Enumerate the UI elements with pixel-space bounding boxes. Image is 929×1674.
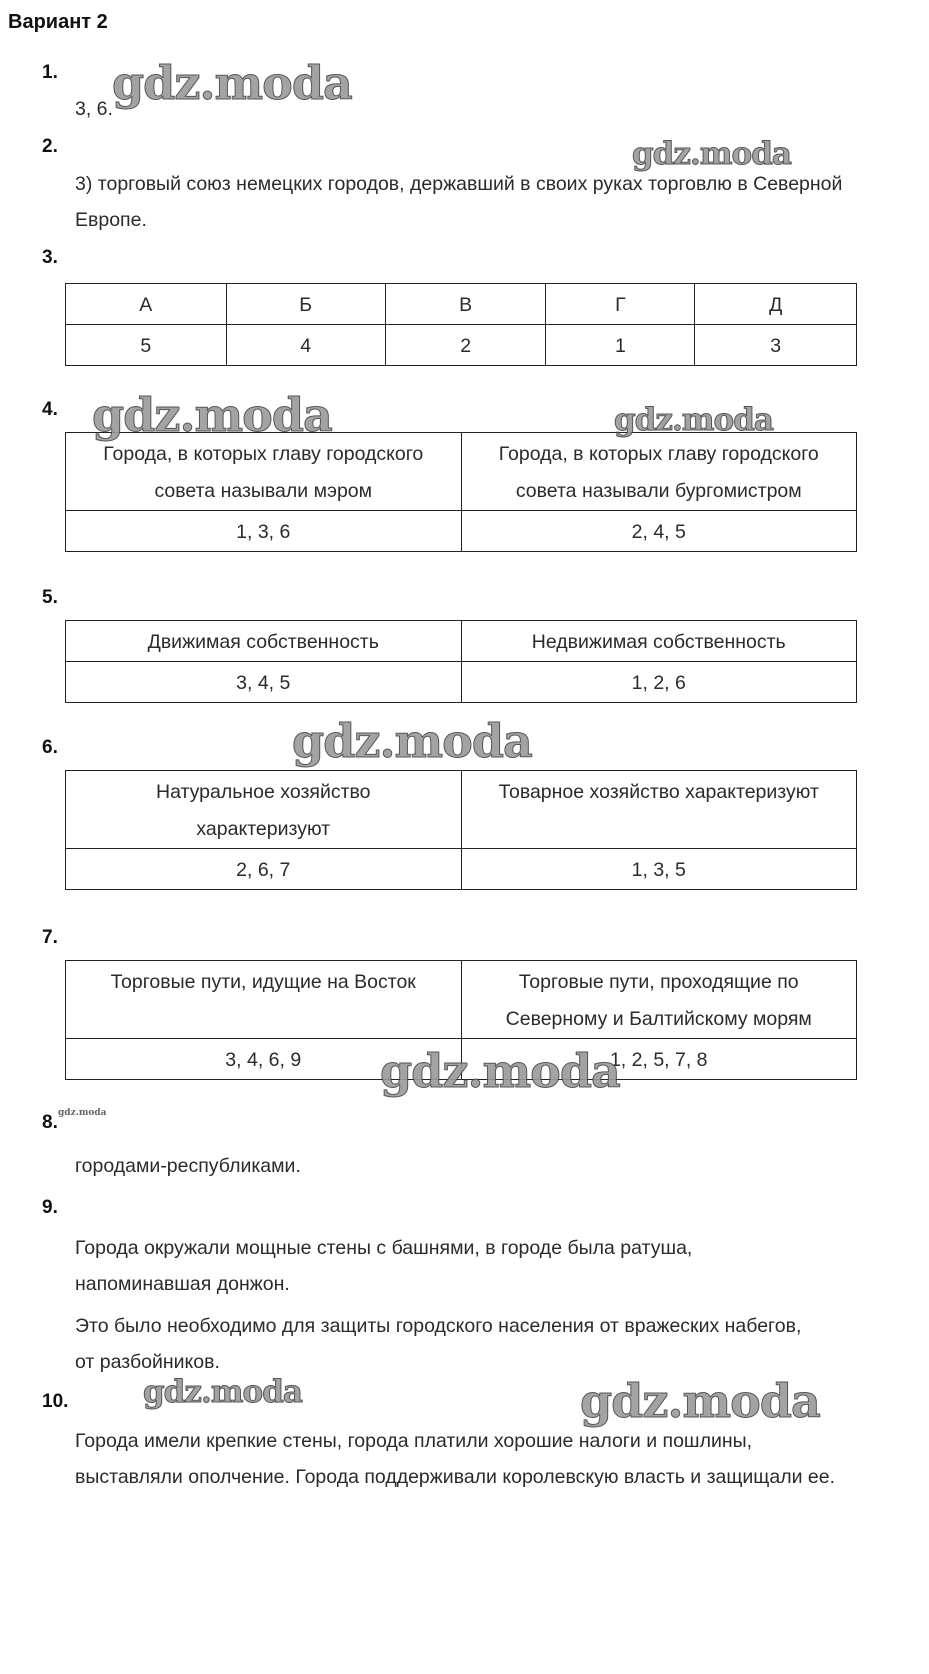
question-number: 10.: [42, 1391, 69, 1412]
answer-1: 3, 6.: [75, 98, 113, 120]
answer-10: Города имели крепкие стены, города платили хорошие налоги и пошлины, выставляли ополчение. Города поддерживали королевскую власть и защищали ее.: [75, 1430, 835, 1488]
answer-9-paragraph-2: Это было необходимо для защиты городского населения от вражеских набегов, от разбойников.: [75, 1315, 802, 1373]
table-cell: 1, 3, 5: [461, 849, 857, 890]
table-header: Б: [226, 284, 385, 325]
table-cell: 2, 6, 7: [66, 849, 462, 890]
table-cell: 3, 4, 5: [66, 662, 462, 703]
question-number: 7.: [42, 927, 58, 948]
watermark: gdz.moda: [143, 1374, 302, 1410]
watermark: gdz.moda: [112, 56, 352, 110]
table-header: Недвижимая собственность: [461, 621, 857, 662]
question-number: 4.: [42, 399, 58, 420]
answer-table-5: [65, 620, 857, 703]
table-header: Движимая собственность: [66, 621, 462, 662]
table-header: Г: [546, 284, 695, 325]
question-number: 2.: [42, 136, 58, 157]
table-header: Торговые пути, проходящие по Северному и Балтийскому морям: [461, 961, 857, 1039]
table-cell: 1: [546, 325, 695, 366]
question-number: 5.: [42, 587, 58, 608]
question-number: 1.: [42, 62, 58, 83]
question-number: 6.: [42, 737, 58, 758]
answer-table-3: [65, 283, 857, 366]
table-header: Города, в которых главу городского совета называли мэром: [66, 433, 462, 511]
question-number: 9.: [42, 1197, 58, 1218]
table-cell: 3: [695, 325, 857, 366]
watermark: gdz.moda: [92, 388, 332, 442]
watermark: gdz.moda: [58, 1108, 107, 1118]
question-number: 8.: [42, 1112, 58, 1133]
watermark: gdz.moda: [580, 1374, 820, 1428]
answer-8: городами-республиками.: [75, 1155, 301, 1177]
answer-9-paragraph-1: Города окружали мощные стены с башнями, в городе была ратуша, напоминавшая донжон.: [75, 1237, 693, 1295]
watermark: gdz.moda: [614, 402, 773, 438]
watermark: gdz.moda: [380, 1044, 620, 1098]
answer-table-6: [65, 770, 857, 890]
watermark: gdz.moda: [632, 136, 791, 172]
watermark: gdz.moda: [292, 714, 532, 768]
page-title: Вариант 2: [8, 11, 108, 33]
table-header: Натуральное хозяйство характеризуют: [66, 771, 462, 849]
table-header: А: [66, 284, 227, 325]
table-cell: 4: [226, 325, 385, 366]
table-cell: 2: [385, 325, 546, 366]
table-cell: 1, 3, 6: [66, 511, 462, 552]
table-header: В: [385, 284, 546, 325]
table-cell: 5: [66, 325, 227, 366]
table-header: Товарное хозяйство характеризуют: [461, 771, 857, 849]
answer-2: 3) торговый союз немецких городов, державший в своих руках торговлю в Северной Европе.: [75, 173, 843, 231]
question-number: 3.: [42, 247, 58, 268]
table-header: Д: [695, 284, 857, 325]
table-cell: 2, 4, 5: [461, 511, 857, 552]
table-header: Города, в которых главу городского совета называли бургомистром: [461, 433, 857, 511]
table-cell: 1, 2, 6: [461, 662, 857, 703]
table-cell: 1, 2, 5, 7, 8: [461, 1039, 857, 1080]
answer-table-4: [65, 432, 857, 552]
table-header: Торговые пути, идущие на Восток: [66, 961, 462, 1039]
table-cell: 3, 4, 6, 9: [66, 1039, 462, 1080]
